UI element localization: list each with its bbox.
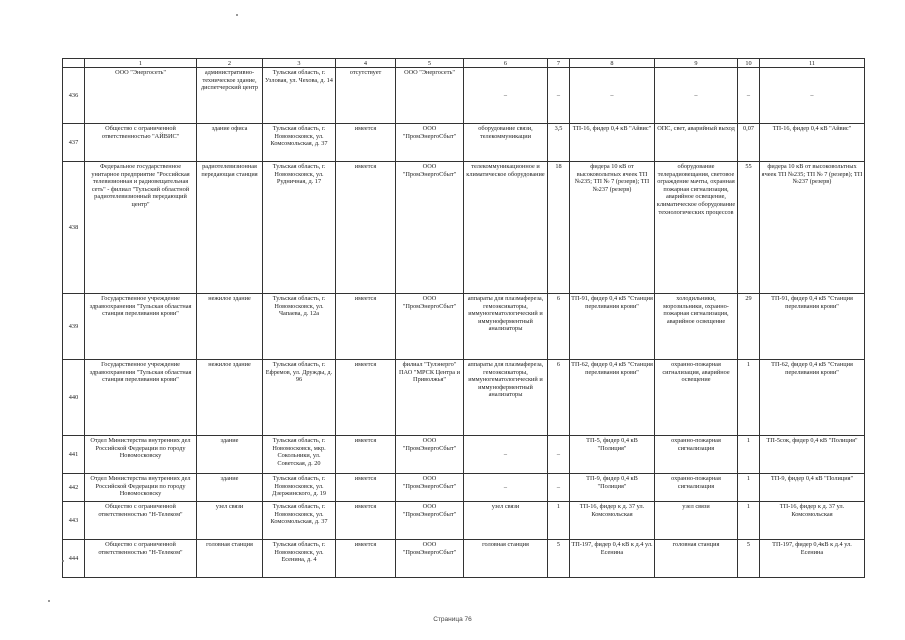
table-cell: телекоммуникационное и климатическое оборудование [464,162,548,294]
table-cell: головная станция [464,540,548,578]
table-cell: ООО "ПромЭнергоСбыт" [396,502,464,540]
table-cell: головная станция [655,540,738,578]
table-cell: 1 [738,502,760,540]
table-cell: имеется [336,540,396,578]
table-cell: нежилое здание [197,360,263,436]
table-cell: здание [197,436,263,474]
table-cell: Тульская область, г. Новомосковск, ул. Чапаева, д. 12а [263,294,336,360]
column-number: 3 [263,59,336,68]
table-cell: нежилое здание [197,294,263,360]
column-number-row [63,59,865,68]
table-cell: Тульская область, г. Новомосковск, ул. Есенина, д. 4 [263,540,336,578]
row-number: 437 [63,124,85,162]
table-cell: Отдел Министерства внутренних дел Российской Федерации по городу Новомосковску [85,474,197,502]
table-cell: Государственное учреждение здравоохранения "Тульская областная станция переливания крови" [85,294,197,360]
table-row [63,436,865,474]
table-cell: ТП-197, фидер 0,4 кВ к д.4 ул. Есенина [570,540,655,578]
table-cell: аппараты для плазмафереза, гемоэксикаторы, иммуногематологический и иммуноферментный анализаторы [464,294,548,360]
table-cell: Тульская область, г. Новомосковск, ул. Рудничная, д. 17 [263,162,336,294]
table-cell: имеется [336,294,396,360]
table-cell: узел связи [464,502,548,540]
table-cell: Тульская область, г. Новомосковск, ул. Комсомольская, д. 37 [263,502,336,540]
row-number: 440 [63,360,85,436]
column-number: 4 [336,59,396,68]
table-cell: охранно-пожарная сигнализация, аварийное освещение [655,360,738,436]
table-cell: ООО "ПромЭнергоСбыт" [396,294,464,360]
table-cell: ТП-5сок, фидер 0,4 кВ "Полиция" [760,436,865,474]
table-row [63,360,865,436]
table-cell: 1 [738,436,760,474]
table-cell: ООО "ПромЭнергоСбыт" [396,162,464,294]
table-cell: имеется [336,360,396,436]
table-cell: 1 [548,502,570,540]
table-cell: – [570,68,655,124]
table-cell: охранно-пожарная сигнализация [655,474,738,502]
table-cell: ТП-9, фидер 0,4 кВ "Полиция" [570,474,655,502]
table-cell: имеется [336,436,396,474]
table-cell: ОПС, свет, аварийный выход [655,124,738,162]
table-cell: ТП-62, фидер 0,4 кВ "Станция переливания крови" [760,360,865,436]
row-number: 439 [63,294,85,360]
table-cell: здание [197,474,263,502]
table-cell: Общество с ограниченной ответственностью "АЙВИС" [85,124,197,162]
scan-speck [236,14,238,16]
column-number: 9 [655,59,738,68]
table-cell: 55 [738,162,760,294]
page-footer: Страница 76 [433,616,472,623]
table-cell: оборудование телерадиовещания, световое ограждение мачты, охранная пожарная сигнализация, аварийное освещение, климатическое оборудование технологических процессов [655,162,738,294]
column-number: 5 [396,59,464,68]
column-number: 10 [738,59,760,68]
table-cell: ТП-9, фидер 0,4 кВ "Полиция" [760,474,865,502]
table-cell: филиал "Тулэнерго" ПАО "МРСК Центра и Приволжья" [396,360,464,436]
table-cell: ТП-62, фидер 0,4 кВ "Станция переливания крови" [570,360,655,436]
table-cell: 3,5 [548,124,570,162]
table-row [63,540,865,578]
table-cell: ТП-91, фидер 0,4 кВ "Станция переливания крови" [570,294,655,360]
table-cell: – [548,68,570,124]
table-cell: радиотелевизионная передающая станция [197,162,263,294]
table-cell: здание офиса [197,124,263,162]
table-cell: оборудование связи, телекоммуникации [464,124,548,162]
table-cell: аппараты для плазмафереза, гемоэксикаторы, иммуногематологический и иммуноферментный анализаторы [464,360,548,436]
column-number: 2 [197,59,263,68]
table-cell: – [464,68,548,124]
table-cell: Государственное учреждение здравоохранения "Тульская областная станция переливания крови" [85,360,197,436]
table-cell: имеется [336,162,396,294]
table-cell: Общество с ограниченной ответственностью "Н-Телеком" [85,540,197,578]
table-cell: имеется [336,474,396,502]
table-row [63,502,865,540]
table-cell: Тульская область, г. Ефремов, ул. Дружды, д. 96 [263,360,336,436]
column-number: 6 [464,59,548,68]
row-number: 443 [63,502,85,540]
table-cell: фидера 10 кВ от высоковольтных ячеек ТП №235; ТП № 7 (резерв); ТП №237 (резерв) [570,162,655,294]
table-cell: – [464,436,548,474]
table-cell: ТП-16, фидер 0,4 кВ "Айвис" [570,124,655,162]
table-cell: ООО "Энергосеть" [396,68,464,124]
table-cell: ООО "ПромЭнергоСбыт" [396,436,464,474]
table-cell: ТП-5, фидер 0,4 кВ "Полиция" [570,436,655,474]
table-cell: Тульская область, г. Новомосковск, ул. Комсомольская, д. 37 [263,124,336,162]
table-cell: 6 [548,360,570,436]
table-cell: 1 [738,474,760,502]
table-cell: ТП-91, фидер 0,4 кВ "Станция переливания крови" [760,294,865,360]
table-cell: Общество с ограниченной ответственностью "Н-Телеком" [85,502,197,540]
table-cell: ТП-16, фидер 0,4 кВ "Айвис" [760,124,865,162]
scan-speck [62,560,64,562]
table-cell: фидера 10 кВ от высоковольтных ячеек ТП №235; ТП № 7 (резерв); ТП №237 (резерв) [760,162,865,294]
table-cell: имеется [336,124,396,162]
table-cell: имеется [336,502,396,540]
table-cell: холодильники, морозильники, охранно-пожарная сигнализация, аварийное освещение [655,294,738,360]
table-cell: 18 [548,162,570,294]
table-cell: Тульская область, г. Новомосковск, ул. Дзержинского, д. 19 [263,474,336,502]
table-cell: Тульская область, г. Узловая, ул. Чехова, д. 14 [263,68,336,124]
column-number: 1 [85,59,197,68]
table-cell: ООО "ПромЭнергоСбыт" [396,540,464,578]
table-row [63,124,865,162]
column-number: 7 [548,59,570,68]
table-row [63,474,865,502]
table-cell: узел связи [655,502,738,540]
row-number: 442 [63,474,85,502]
table-cell: ООО "ПромЭнергоСбыт" [396,474,464,502]
table-cell: ТП-16, фидер к д. 37 ул. Комсомольская [760,502,865,540]
row-number: 436 [63,68,85,124]
table-cell: – [738,68,760,124]
table-cell: головная станция [197,540,263,578]
column-number: 11 [760,59,865,68]
table-cell: ТП-16, фидер к д. 37 ул. Комсомольская [570,502,655,540]
table-cell: узел связи [197,502,263,540]
table-cell: – [548,474,570,502]
row-number: 444 [63,540,85,578]
table-cell: Отдел Министерства внутренних дел Российской Федерации по городу Новомосковску [85,436,197,474]
table-cell: 5 [548,540,570,578]
table-cell: 0,07 [738,124,760,162]
table-cell: – [655,68,738,124]
table-cell: 1 [738,360,760,436]
table-cell: 6 [548,294,570,360]
row-number: 438 [63,162,85,294]
table-cell: Тульская область, г. Новомосковск, мкр. Сокольники, ул. Советская, д. 20 [263,436,336,474]
table-cell: ТП-197, фидер 0,4кВ к д.4 ул. Есенина [760,540,865,578]
table-cell: – [760,68,865,124]
table-row [63,68,865,124]
table-cell: 5 [738,540,760,578]
table-row [63,162,865,294]
table-cell: Федеральное государственное унитарное предприятие "Российская телевизионная и радиовещательная сеть" - филиал "Тульский областной радиотелевизионный передающий центр" [85,162,197,294]
table-cell: ООО "ПромЭнергоСбыт" [396,124,464,162]
table-cell: 29 [738,294,760,360]
table-cell: административно-техническое здание, диспетчерский центр [197,68,263,124]
column-number: 8 [570,59,655,68]
registry-table [62,58,865,578]
table-cell: – [548,436,570,474]
table-row [63,294,865,360]
scan-speck [48,600,50,602]
table-cell: охранно-пожарная сигнализация [655,436,738,474]
table-cell: ООО "Энергосеть" [85,68,197,124]
column-number [63,59,85,68]
table-cell: – [464,474,548,502]
row-number: 441 [63,436,85,474]
table-cell: отсутствует [336,68,396,124]
